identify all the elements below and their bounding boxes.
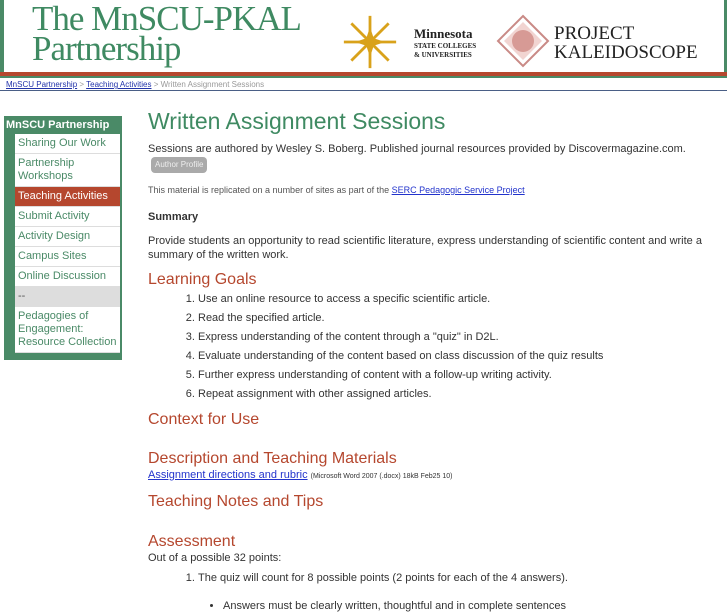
learning-goals-list [198, 292, 708, 401]
assessment-intro: Out of a possible 32 points: [148, 552, 282, 564]
pkal-logo-text: PROJECT KALEIDOSCOPE [554, 23, 698, 63]
sidebar-item-activity-design[interactable]: Activity Design [15, 227, 120, 247]
list-item: 5. Further express understanding of content with a follow-up writing activity. [198, 368, 708, 382]
list-item: 1. The quiz will count for 8 possible points (2 points for each of the 4 answers). [198, 571, 708, 585]
sidebar-item-submit-activity[interactable]: Submit Activity [15, 207, 120, 227]
sidebar-item-sharing-our-work[interactable]: Sharing Our Work [15, 134, 120, 154]
context-heading: Context for Use [148, 411, 260, 428]
list-item: • Answers must be clearly written, thoughtful and in complete sentences [223, 599, 708, 613]
sidebar-title[interactable]: MnSCU Partnership [6, 119, 110, 131]
list-item: 2. Read the specified article. [198, 311, 708, 325]
sidebar-item-campus-sites[interactable]: Campus Sites [15, 247, 120, 267]
sidebar-item-pedagogies[interactable]: Pedagogies of Engagement: Resource Collection [15, 307, 120, 353]
assignment-file-link[interactable]: Assignment directions and rubric [148, 469, 308, 481]
teaching-notes-heading: Teaching Notes and Tips [148, 493, 324, 510]
author-profile-button[interactable]: Author Profile [151, 157, 207, 173]
learning-goals-heading: Learning Goals [148, 271, 257, 288]
breadcrumb: MnSCU Partnership > Teaching Activities > Written Assignment Sessions [0, 78, 727, 91]
summary-heading: Summary [148, 211, 199, 223]
breadcrumb-current: Written Assignment Sessions [160, 80, 265, 89]
list-item: 3. Express understanding of the content through a "quiz" in D2L. [198, 330, 708, 344]
page-title: Written Assignment Sessions [148, 108, 446, 134]
sidebar-item-online-discussion[interactable]: Online Discussion [15, 267, 120, 287]
sidebar-nav [4, 116, 122, 360]
list-item: 4. Evaluate understanding of the content based on class discussion of the quiz results [198, 349, 708, 363]
list-item: 6. Repeat assignment with other assigned articles. [198, 387, 708, 401]
minnesota-logo-text: Minnesota STATE COLLEGES & UNIVERSITIES [414, 26, 477, 59]
kaleidoscope-logo-icon [496, 14, 550, 68]
sidebar-item-teaching-activities[interactable]: Teaching Activities [15, 187, 120, 207]
breadcrumb-mnscu-partnership[interactable]: MnSCU Partnership [6, 80, 78, 89]
author-text: Sessions are authored by Wesley S. Boberg. Published journal resources provided by Discovermagazine.com. [148, 143, 686, 155]
sidebar-item-partnership-workshops[interactable]: Partnership Workshops [15, 154, 120, 187]
assessment-list [198, 571, 708, 585]
assessment-heading: Assessment [148, 533, 236, 550]
replicated-note: This material is replicated on a number of sites as part of the SERC Pedagogic Service Project [148, 185, 525, 195]
site-logo-title[interactable]: The MnSCU-PKAL Partnership [32, 0, 301, 68]
minnesota-star-logo-icon [342, 14, 398, 70]
main-content [148, 108, 708, 613]
summary-text: Provide students an opportunity to read scientific literature, express understanding of scientific content and write a summary of the written work. [148, 235, 702, 261]
description-heading: Description and Teaching Materials [148, 450, 397, 467]
sidebar-separator: -- [15, 287, 120, 307]
file-entry: Assignment directions and rubric (Microsoft Word 2007 (.docx) 18kB Feb25 10) [148, 469, 453, 481]
serc-link[interactable]: SERC Pedagogic Service Project [391, 185, 525, 195]
breadcrumb-teaching-activities[interactable]: Teaching Activities [86, 80, 152, 89]
site-header [0, 0, 727, 72]
assessment-bullets [223, 599, 708, 613]
list-item: 1. Use an online resource to access a specific scientific article. [198, 292, 708, 306]
